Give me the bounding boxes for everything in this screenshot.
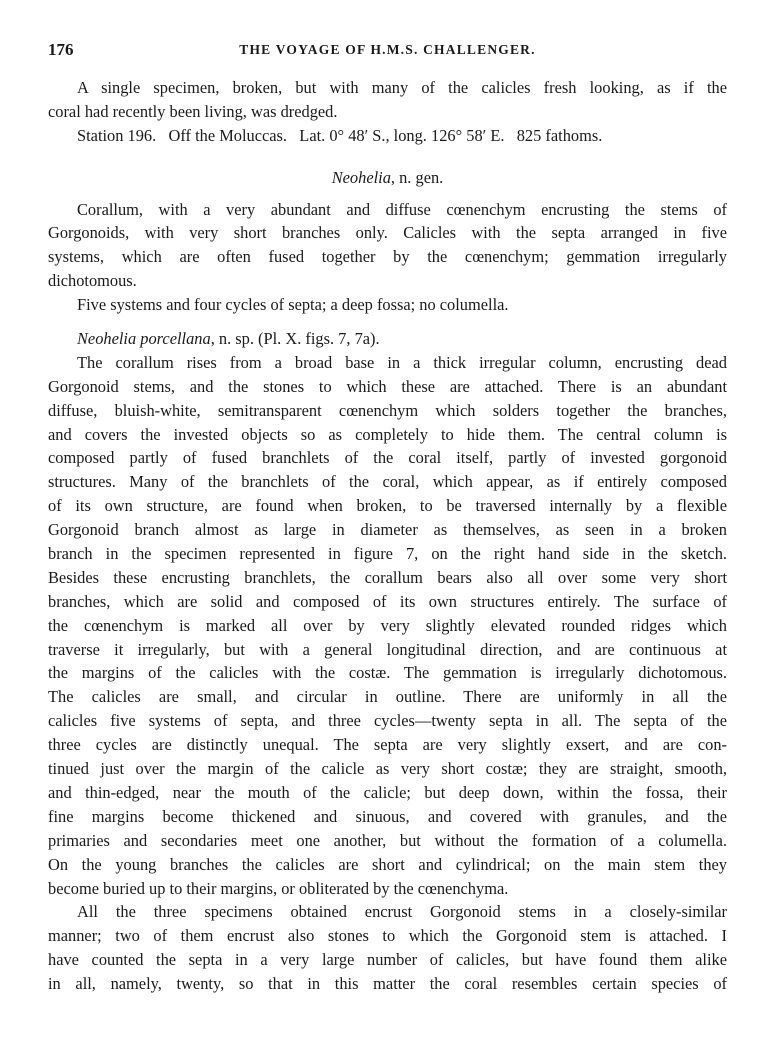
text-line: the margins of the calicles with the costæ. The gemmation is irregularly dichotomous. [48,663,727,683]
text-line: tinued just over the margin of the calicle as very short costæ; they are straight, smooth, [48,759,727,779]
genus-suffix: , n. gen. [390,167,444,187]
text-line: All the three specimens obtained encrust Gorgonoid stems in a closely-similar [77,902,727,922]
species-heading [48,327,727,351]
text-line: A single specimen, broken, but with many of the calicles fresh looking, as if the [77,78,727,97]
closing-paragraph [48,900,727,996]
text-line: and thin-edged, near the mouth of the calicle; but deep down, within the fossa, their [48,782,727,802]
species-suffix: , n. sp. (Pl. X. figs. 7, 7a). [210,329,380,349]
text-line: branch in the specimen represented in figure 7, on the right hand side in the sketch. [48,544,727,564]
intro-paragraph [48,76,727,148]
text-line: branches, which are solid and composed of its own structures entirely. The surface of [48,591,727,611]
text-line: Gorgonoid branch almost as large in diameter as themselves, as seen in a broken [48,520,727,540]
text-line: dichotomous. [48,271,137,291]
text-line: Besides these encrusting branchlets, the corallum bears also all over some very short [48,567,727,587]
book-page [48,40,727,996]
text-line: traverse it irregularly, but with a general longitudinal direction, and are continuous at [48,639,727,659]
page-number: 176 [48,40,74,59]
text-line: On the young branches the calicles are short and cylindrical; on the main stem they [48,854,727,874]
genus-description [48,198,727,317]
text-line: coral had recently been living, was dredged. [48,101,338,121]
text-line: manner; two of them encrust also stones to which the Gorgonoid stem is attached. I [48,926,727,946]
text-line: structures. Many of the branchlets of the coral, which appear, as if entirely composed [48,472,727,492]
station-line: Station 196. Off the Moluccas. Lat. 0° 48′ S., long. 126° 58′ E. 825 fathoms. [77,125,603,145]
text-line: The corallum rises from a broad base in a thick irregular column, encrusting dead [77,352,727,372]
species-name: Neohelia porcellana [77,329,211,349]
species-description [48,351,727,900]
text-line: become buried up to their margins, or obliterated by the cœnenchyma. [48,878,509,898]
text-line: diffuse, bluish-white, semitransparent cœnenchym which solders together the branches, [48,400,727,420]
text-line: in all, namely, twenty, so that in this matter the coral resembles certain species of [48,974,727,994]
text-line: have counted the septa in a very large number of calicles, but have found them alike [48,950,727,970]
genus-heading [48,166,727,190]
genus-name: Neohelia [331,167,391,187]
text-line: Gorgonoid stems, and the stones to which these are attached. There is an abundant [48,376,727,396]
text-line: The calicles are small, and circular in outline. There are uniformly in all the [48,687,727,707]
running-title: THE VOYAGE OF H.M.S. CHALLENGER. [239,42,536,57]
text-line: calicles five systems of septa, and three cycles—twenty septa in all. The septa of the [48,711,727,731]
text-line: three cycles are distinctly unequal. The septa are very slightly exsert, and are con- [48,735,727,755]
text-line: primaries and secondaries meet one another, but without the formation of a columella. [48,830,727,850]
text-line: fine margins become thickened and sinuous, and covered with granules, and the [48,806,727,826]
running-head [48,40,727,64]
text-line: Gorgonoids, with very short branches only. Calicles with the septa arranged in five [48,223,727,243]
text-line: composed partly of fused branchlets of the coral itself, partly of invested gorgonoid [48,448,727,468]
text-line: and covers the invested objects so as completely to hide them. The central column is [48,424,727,444]
text-line: systems, which are often fused together by the cœnenchym; gemmation irregularly [48,247,727,267]
text-line: the cœnenchym is marked all over by very slightly elevated rounded ridges which [48,615,727,635]
text-line: Corallum, with a very abundant and diffuse cœnenchym encrusting the stems of [77,199,727,219]
septa-line: Five systems and four cycles of septa; a deep fossa; no columella. [77,295,509,315]
text-line: of its own structure, are found when broken, to be traversed internally by a flexible [48,496,727,516]
